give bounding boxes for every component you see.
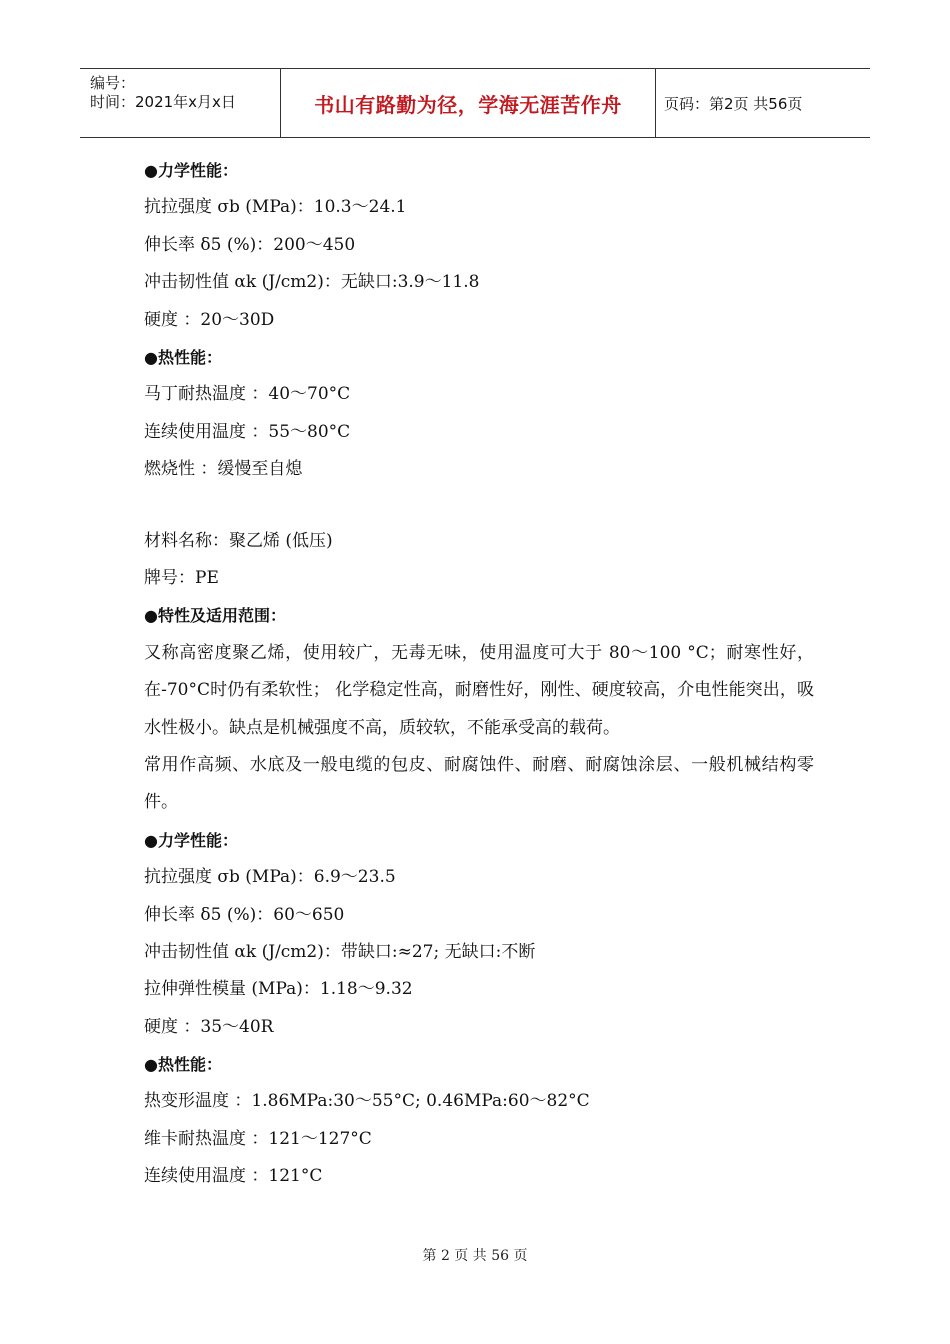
property-line: 冲击韧性值 αk (J/cm2)：无缺口:3.9～11.8: [144, 272, 480, 293]
page-header: [80, 68, 870, 138]
property-line: 冲击韧性值 αk (J/cm2)：带缺口:≈27; 无缺口:不断: [144, 941, 536, 962]
property-line: 连续使用温度 ：55～80°C: [144, 421, 351, 442]
property-line: 伸长率 δ5 (%)：200～450: [144, 234, 356, 255]
page-footer: 第 2 页 共 56 页: [422, 1248, 528, 1264]
document-body: [144, 152, 814, 1196]
section-heading: ●力学性能：: [144, 161, 238, 180]
material-name: 材料名称：聚乙烯 (低压): [144, 530, 333, 551]
header-motto: 书山有路勤为径，学海无涯苦作舟: [314, 92, 622, 117]
header-meta-cell: [80, 69, 280, 137]
section-heading: ●热性能：: [144, 347, 222, 367]
doc-date-label: 时间：2021年x月x日: [90, 93, 236, 111]
feature-paragraph: 又称高密度聚乙烯，使用较广，无毒无味，使用温度可大于 80～100 °C；耐寒性好，在-70°C时仍有柔软性； 化学稳定性高，耐磨性好，刚性、硬度较高，介电性能突出，吸水性极小。缺点是机械强度不高，质较软，不能承受高的载荷。: [144, 642, 814, 738]
material-brand: 牌号：PE: [144, 567, 219, 588]
property-line: 拉伸弹性模量 (MPa)：1.18～9.32: [144, 979, 413, 1000]
property-line: 马丁耐热温度 ：40～70°C: [144, 384, 351, 405]
header-page-info: 页码：第2页 共56页: [664, 94, 803, 113]
header-page-cell: [655, 69, 870, 137]
header-motto-cell: [280, 69, 656, 137]
property-line: 维卡耐热温度 ：121～127°C: [144, 1128, 372, 1149]
property-line: 硬度 ：20～30D: [144, 309, 275, 330]
property-line: 连续使用温度 ：121°C: [144, 1166, 323, 1187]
spacer: [144, 489, 814, 523]
section-heading: ●特性及适用范围：: [144, 606, 286, 626]
doc-number-label: 编号：: [90, 74, 136, 92]
property-line: 伸长率 δ5 (%)：60～650: [144, 904, 345, 925]
usage-paragraph: 常用作高频、水底及一般电缆的包皮、耐腐蚀件、耐磨、耐腐蚀涂层、一般机械结构零件。: [144, 754, 814, 813]
property-line: 硬度 ：35～40R: [144, 1016, 274, 1037]
property-line: 抗拉强度 σb (MPa)：6.9～23.5: [144, 867, 396, 888]
property-line: 抗拉强度 σb (MPa)：10.3～24.1: [144, 197, 407, 218]
property-line: 燃烧性 ：缓慢至自熄: [144, 459, 303, 480]
section-heading: ●力学性能：: [144, 830, 238, 850]
property-line: 热变形温度 ：1.86MPa:30～55°C; 0.46MPa:60～82°C: [144, 1091, 590, 1112]
section-heading: ●热性能：: [144, 1055, 222, 1075]
